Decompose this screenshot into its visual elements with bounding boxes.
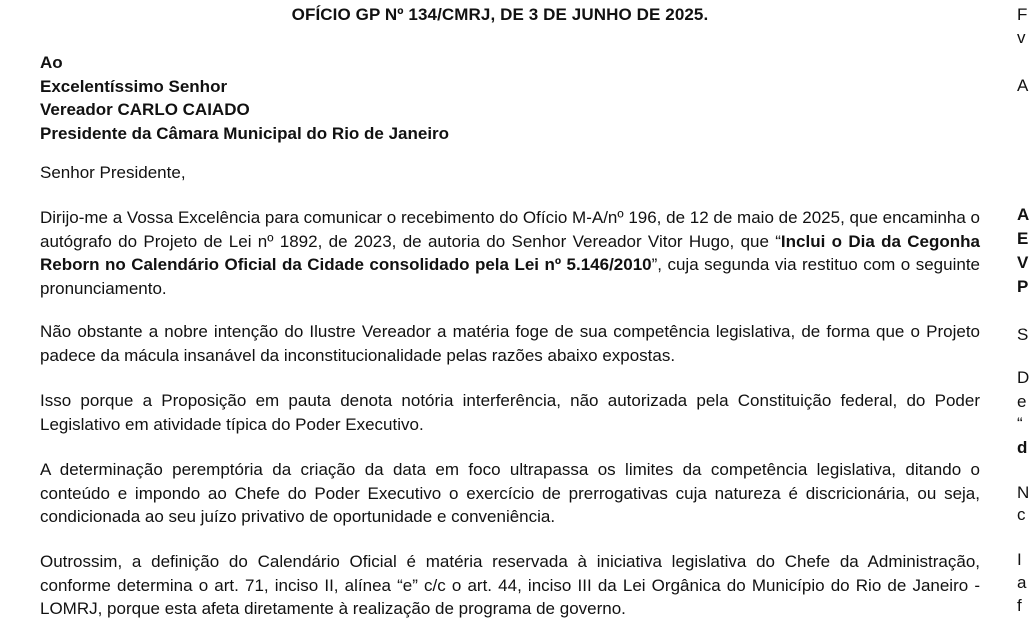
next-page-fragment: P [1017,277,1029,296]
next-page-fragment: d [1017,438,1028,457]
next-page-fragment: f [1017,596,1022,615]
next-page-fragment: I [1017,550,1022,569]
recipient-line-role: Presidente da Câmara Municipal do Rio de Janeiro [40,123,450,143]
next-page-fragment: N [1017,483,1029,502]
paragraph-communication-intro: Dirijo-me a Vossa Excelência para comunicar o recebimento do Ofício M-A/nº 196, de 12 de maio de 2025, que encaminha o autógrafo do Projeto de Lei nº 1892, de 2023, de autoria do Senhor Vereador Vitor Hugo, que “ [40,208,980,251]
paragraph-communication-outro: ”, cuja segunda via restituo com o seguinte pronunciamento. [40,255,980,298]
recipient-line-title: Excelentíssimo Senhor [40,76,228,96]
next-page-fragment: A [1017,205,1029,224]
next-page-fragment: “ [1017,414,1023,433]
next-page-fragment: a [1017,573,1027,592]
paragraph-calendar: Outrossim, a definição do Calendário Oficial é matéria reservada à iniciativa legislativa do Chefe da Administração, conforme determina o art. 71, inciso II, alínea “e” c/c o art. 44, inciso III da Lei Orgânica do Município do Rio de Janeiro - LOMRJ, porque esta afeta diretamente à realização de programa de governo. [40,552,980,618]
bill-subject: Inclui o Dia da Cegonha Reborn no Calendário Oficial da Cidade consolidado pela Lei nº 5.146/2010 [40,231,980,274]
salutation: Senhor Presidente, [40,163,186,182]
next-page-fragment: D [1017,368,1029,387]
paragraph-determination: A determinação peremptória da criação da data em foco ultrapassa os limites da competência legislativa, ditando o conteúdo e impondo ao Chefe do Poder Executivo o exercício de prerrogativas cuja natureza é discricionária, ou seja, condicionada ao seu juízo privativo de oportunidade e conveniência. [40,460,980,526]
document-title: OFÍCIO GP Nº 134/CMRJ, DE 3 DE JUNHO DE 2025. [291,5,709,24]
next-page-fragment: V [1017,253,1029,272]
recipient-line-ao: Ao [40,53,63,72]
paragraph-communication [40,206,980,300]
next-page-edge [1013,0,1029,628]
next-page-fragment: e [1017,392,1027,411]
recipient-block [40,51,449,145]
next-page-fragment: c [1017,505,1026,524]
next-page-fragment: E [1017,229,1029,248]
paragraph-interference: Isso porque a Proposição em pauta denota notória interferência, não autorizada pela Constituição federal, do Poder Legislativo em atividade típica do Poder Executivo. [40,391,980,434]
next-page-fragment: A [1017,76,1029,95]
next-page-fragment: v [1017,28,1026,47]
recipient-line-name: Vereador CARLO CAIADO [40,100,250,119]
next-page-fragment: S [1017,325,1029,344]
next-page-fragment: F [1017,5,1028,24]
paragraph-competence: Não obstante a nobre intenção do Ilustre Vereador a matéria foge de sua competência legislativa, de forma que o Projeto padece da mácula insanável da inconstitucionalidade pelas razões abaixo expostas. [40,322,980,365]
